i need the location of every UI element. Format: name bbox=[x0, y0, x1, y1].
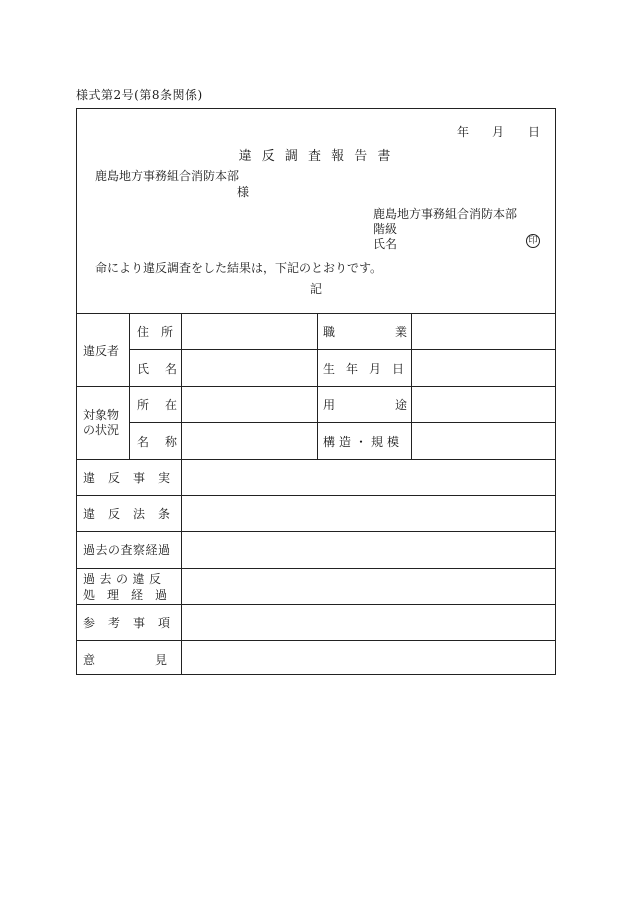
seal-mark: 印 bbox=[526, 234, 540, 248]
past-handling-label-line1: 過去の違反 bbox=[83, 572, 166, 586]
violation-law-label: 違反法条 bbox=[83, 507, 184, 521]
row-divider bbox=[77, 640, 555, 641]
row-divider bbox=[77, 531, 555, 532]
row-divider bbox=[77, 459, 555, 460]
addressee-honorific: 様 bbox=[237, 185, 250, 199]
date-year-label: 年 bbox=[457, 125, 470, 139]
form-title: 違 反 調 査 報 告 書 bbox=[238, 149, 394, 164]
past-inspection-label: 過去の査察経過 bbox=[83, 543, 171, 557]
date-day-label: 日 bbox=[528, 125, 541, 139]
ki-label: 記 bbox=[309, 282, 322, 296]
date-month-label: 月 bbox=[492, 125, 505, 139]
name-row-label: 氏 名 bbox=[137, 362, 180, 376]
address-label bbox=[137, 323, 175, 340]
row-divider bbox=[129, 422, 555, 423]
birthdate-label: 生年月日 bbox=[323, 362, 416, 376]
addressee-org: 鹿島地方事務組合消防本部 bbox=[95, 169, 240, 183]
opinion-label: 意 見 bbox=[83, 653, 192, 667]
location-label: 所 在 bbox=[137, 398, 180, 412]
object-group-label-line1: 対象物 bbox=[83, 408, 120, 422]
form-number: 様式第2号(第8条関係) bbox=[76, 88, 203, 102]
col-divider bbox=[129, 313, 130, 459]
reporter-org: 鹿島地方事務組合消防本部 bbox=[373, 207, 518, 221]
object-group-label-line2: の状況 bbox=[83, 423, 120, 437]
statement-text: 命により違反調査をした結果は，下記のとおりです。 bbox=[95, 261, 383, 275]
row-divider bbox=[77, 568, 555, 569]
rank-label: 階級 bbox=[373, 222, 398, 236]
table-top-line bbox=[77, 313, 555, 314]
structure-label: 構造・規模 bbox=[323, 435, 404, 449]
row-divider bbox=[77, 604, 555, 605]
past-handling-label-line2: 処理経過 bbox=[83, 588, 180, 602]
occupation-label: 職 業 bbox=[323, 325, 432, 339]
object-name-label: 名 称 bbox=[137, 435, 180, 449]
name-label: 氏名 bbox=[373, 237, 398, 251]
usage-label: 用 途 bbox=[323, 398, 432, 412]
row-divider bbox=[129, 349, 555, 350]
col-divider bbox=[317, 313, 318, 459]
row-divider bbox=[77, 386, 555, 387]
report-form bbox=[76, 108, 556, 675]
reference-label: 参考事項 bbox=[83, 616, 184, 630]
violation-fact-label: 違反事実 bbox=[83, 471, 184, 485]
row-divider bbox=[77, 495, 555, 496]
address-label-text: 住 所 bbox=[137, 325, 174, 339]
violator-group-label: 違反者 bbox=[83, 344, 120, 358]
